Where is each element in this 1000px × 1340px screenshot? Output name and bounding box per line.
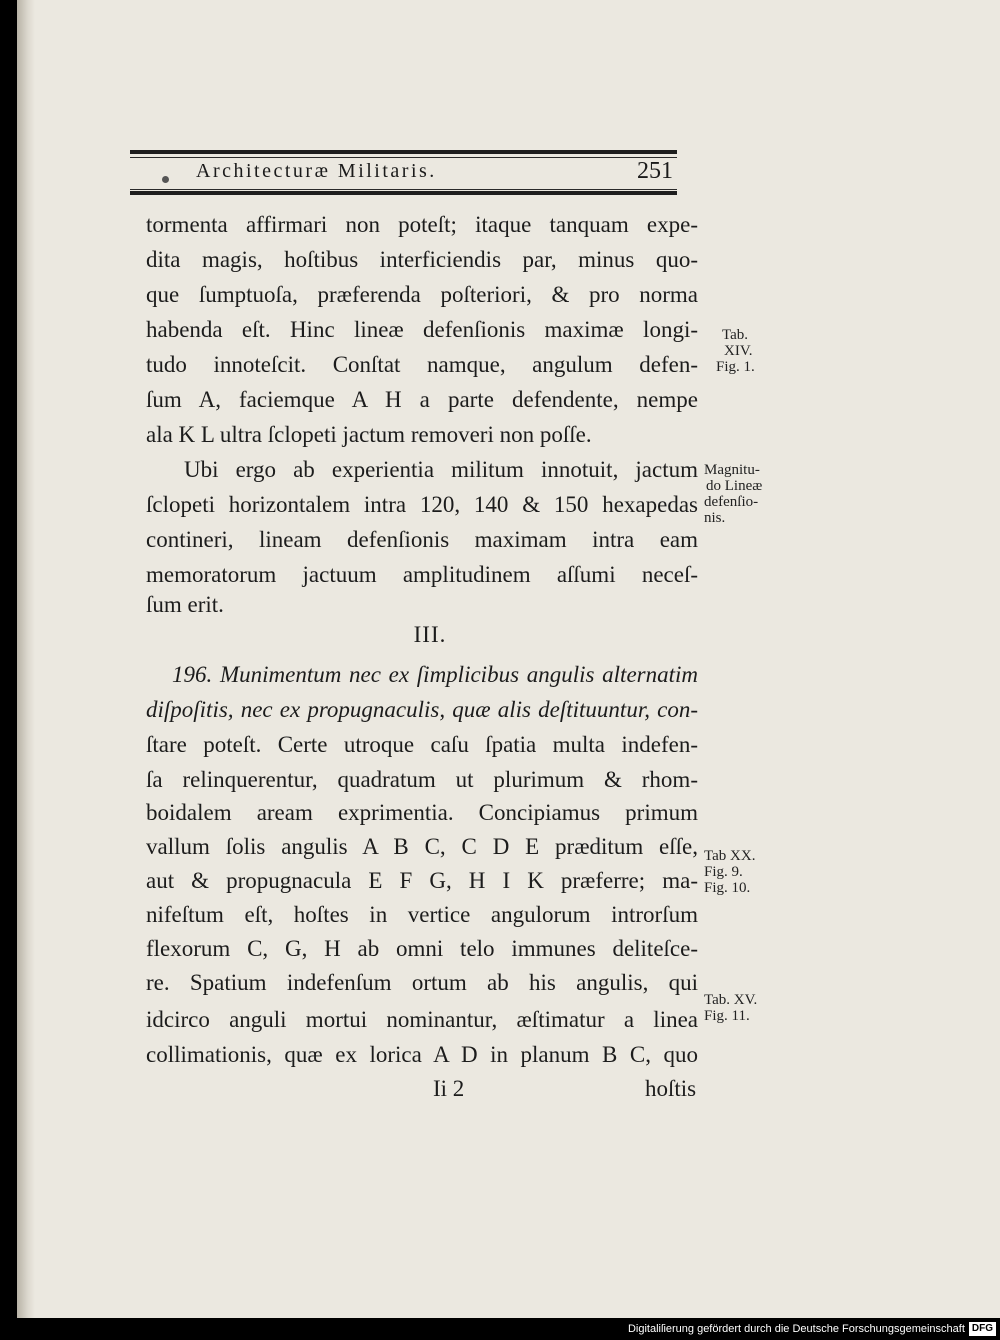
header-rule-top (130, 150, 677, 154)
header-rule-bottom (130, 191, 677, 195)
funding-credit-text: Digitaliſierung gefördert durch die Deutsche Forschungsgemeinschaft (627, 1323, 965, 1335)
text-line: aut & propugnacula E F G, H I K præferre; ma- (146, 868, 698, 893)
margin-note-line: XIV. (724, 343, 753, 359)
text-line: dita magis, hoſtibus interficiendis par, minus quo- (146, 247, 698, 272)
text-line: re. Spatium indefenſum ortum ab his angulis, qui (146, 970, 698, 995)
text-line: ſa relinquerentur, quadratum ut plurimum & rhom- (146, 767, 698, 792)
text-line: tudo innoteſcit. Conſtat namque, angulum defen- (146, 352, 698, 377)
text-line: ſtare poteſt. Certe utroque caſu ſpatia multa indefen- (146, 732, 698, 757)
text-line: memoratorum jactuum amplitudinem aſſumi neceſ- (146, 562, 698, 587)
running-header (150, 160, 677, 190)
margin-note-line: Tab. (722, 327, 749, 343)
header-rule-bottom-thin (130, 189, 677, 190)
margin-note-line: Fig. 10. (704, 880, 751, 896)
text-line: vallum ſolis angulis A B C, C D E præditum eſſe, (146, 834, 698, 859)
text-line: idcirco anguli mortui nominantur, æſtimatur a linea (146, 1007, 698, 1032)
margin-note-line: do Lineæ (706, 478, 763, 494)
running-title: Architecturæ Militaris. (196, 160, 437, 182)
margin-note-line: Fig. 11. (704, 1008, 750, 1024)
text-line: nifeſtum eſt, hoſtes in vertice angulorum introrſum (146, 902, 698, 927)
funding-credit-bar (628, 1320, 996, 1338)
text-line: ſum erit. (146, 592, 224, 617)
signature-mark: Ii 2 (433, 1076, 465, 1101)
margin-note-line: Fig. 1. (716, 359, 755, 375)
text-line: que ſumptuoſa, præferenda poſteriori, & pro norma (146, 282, 698, 307)
header-rule-top-thin (130, 157, 677, 158)
text-line: diſpoſitis, nec ex propugnaculis, quæ alis deſtituuntur, con- (146, 697, 698, 722)
catchword: hoſtis (645, 1076, 697, 1101)
text-line: flexorum C, G, H ab omni telo immunes deliteſce- (146, 936, 698, 961)
text-line: ala K L ultra ſclopeti jactum removeri non poſſe. (146, 422, 592, 447)
text-line: tormenta affirmari non poteſt; itaque tanquam expe- (146, 212, 698, 237)
text-line: boidalem aream exprimentia. Concipiamus primum (146, 800, 698, 825)
text-line: habenda eſt. Hinc lineæ defenſionis maximæ longi- (146, 317, 698, 342)
margin-note-tab20 (704, 848, 755, 896)
text-line: collimationis, quæ ex lorica A D in planum B C, quo (146, 1042, 698, 1067)
margin-note-tab15 (704, 992, 757, 1024)
page-spine-shadow (17, 0, 35, 1318)
margin-note-line: Magnitu- (704, 462, 760, 478)
text-line: Ubi ergo ab experientia militum innotuit, jactum (184, 457, 698, 482)
margin-note-line: Tab XX. (704, 848, 756, 864)
margin-note-line: Tab. XV. (704, 992, 758, 1008)
section-heading: III. (413, 622, 447, 647)
margin-note-line: nis. (704, 510, 726, 526)
margin-note-tab14 (716, 327, 755, 375)
text-line: ſclopeti horizontalem intra 120, 140 & 150 hexapedas (146, 492, 698, 517)
text-line: 196. Munimentum nec ex ſimplicibus angulis alternatim (172, 662, 698, 687)
dfg-logo: DFG (969, 1322, 996, 1336)
margin-note-line: Fig. 9. (704, 864, 743, 880)
margin-note-line: defenſio- (704, 494, 759, 510)
text-line: contineri, lineam defenſionis maximam intra eam (146, 527, 698, 552)
book-page (17, 0, 1000, 1318)
text-line: ſum A, faciemque A H a parte defendente, nempe (146, 387, 698, 412)
margin-note-magnitudo (704, 462, 762, 526)
page-number: 251 (637, 158, 673, 184)
